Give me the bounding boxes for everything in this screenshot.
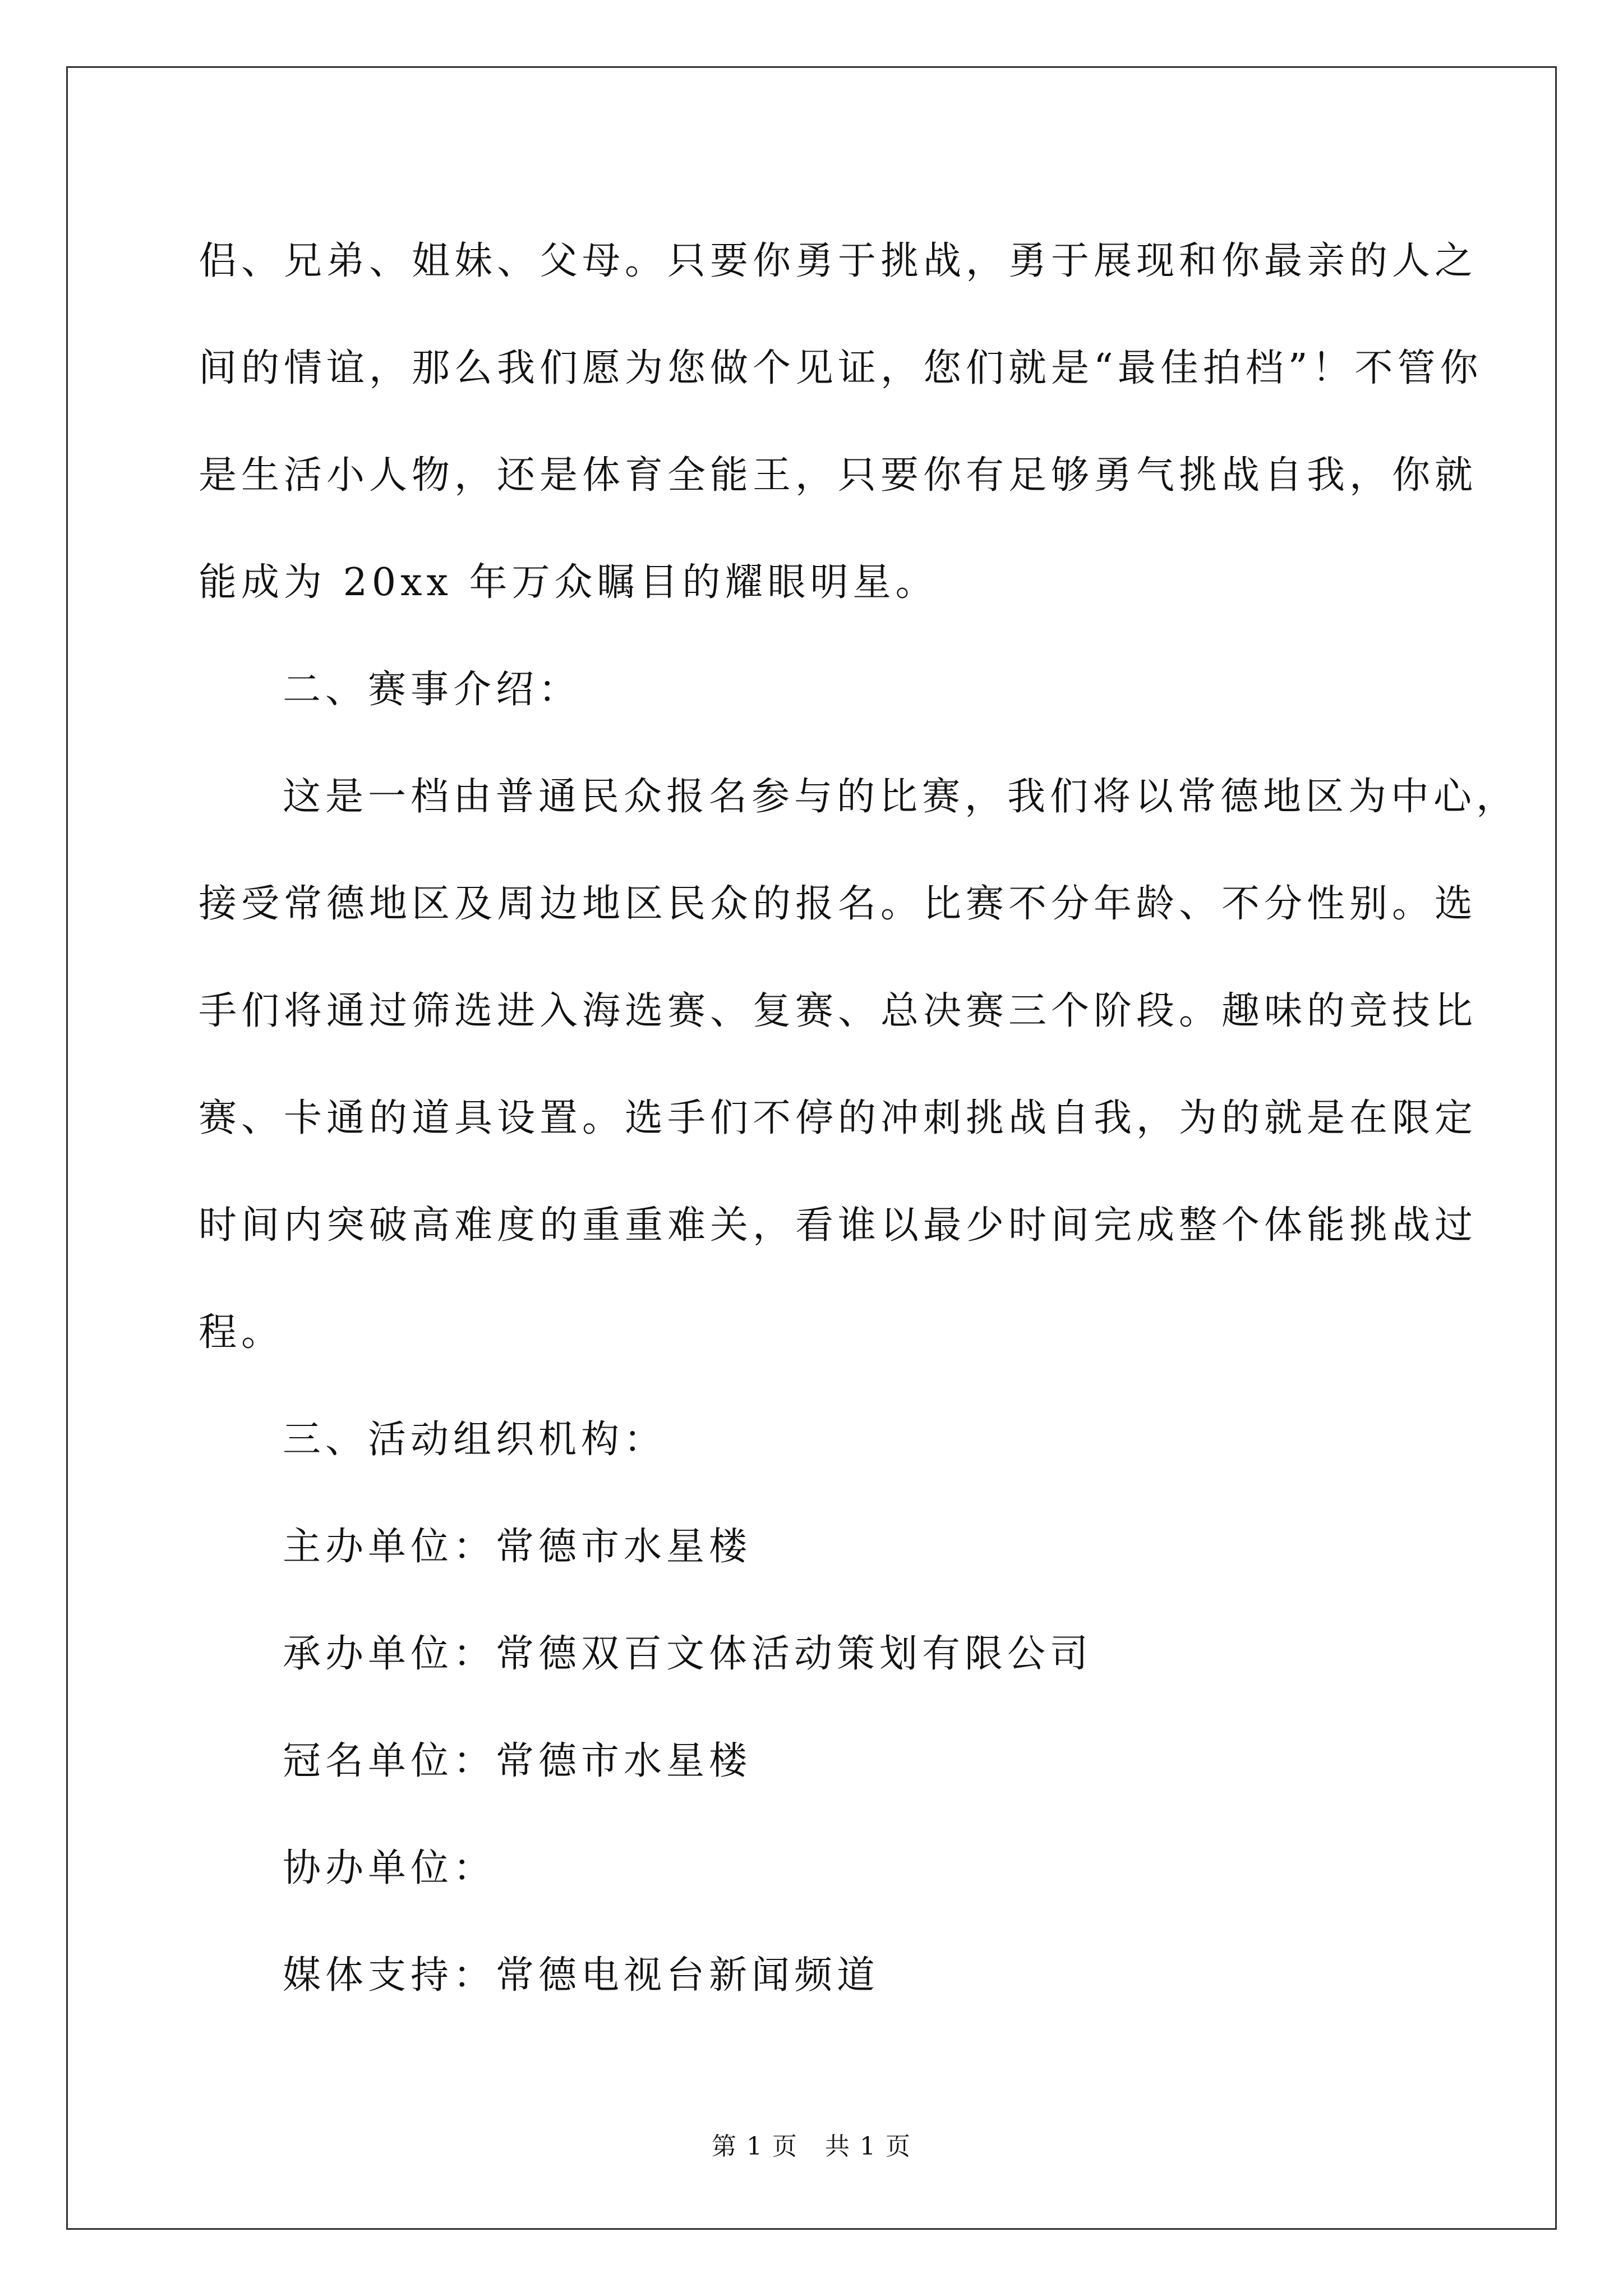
section-heading-organization <box>199 1386 1432 1493</box>
text-line: 手们将通过筛选进入海选赛、复赛、总决赛三个阶段。趣味的竞技比 <box>199 989 1478 1033</box>
page-footer <box>0 2126 1623 2162</box>
text-line: 媒体支持：常德电视台新闻频道 <box>283 1953 880 1998</box>
paragraph-intro-continued <box>199 208 1483 636</box>
text-line: 接受常德地区及周边地区民众的报名。比赛不分年龄、不分性别。选 <box>199 882 1478 926</box>
media-support-line <box>199 1922 1432 2029</box>
heading-text: 二、赛事介绍： <box>283 668 582 712</box>
text-line: 侣、兄弟、姐妹、父母。只要你勇于挑战，勇于展现和你最亲的人之 <box>199 239 1478 283</box>
page-number-total: 共 1 页 <box>825 2132 911 2161</box>
text-line: 能成为 20xx 年万众瞩目的耀眼明星。 <box>199 560 938 605</box>
title-sponsor-line <box>199 1708 1432 1815</box>
co-organizer-line <box>199 1815 1432 1922</box>
page-number-current: 第 1 页 <box>712 2132 798 2161</box>
text-line: 间的情谊，那么我们愿为您做个见证，您们就是“最佳拍档”！不管你 <box>199 346 1483 390</box>
undertaker-line <box>199 1600 1432 1708</box>
document-body <box>199 208 1519 2029</box>
text-line: 是生活小人物，还是体育全能王，只要你有足够勇气挑战自我，你就 <box>199 453 1478 498</box>
text-line: 冠名单位：常德市水星楼 <box>283 1739 752 1783</box>
section-heading-event-intro <box>199 636 1432 743</box>
text-line: 承办单位：常德双百文体活动策划有限公司 <box>283 1632 1093 1676</box>
text-line: 主办单位：常德市水星楼 <box>283 1525 752 1569</box>
text-line: 程。 <box>199 1310 284 1355</box>
text-line: 时间内突破高难度的重重难关，看谁以最少时间完成整个体能挑战过 <box>199 1203 1478 1248</box>
paragraph-event-intro <box>199 743 1519 1386</box>
text-line: 赛、卡通的道具设置。选手们不停的冲刺挑战自我，为的就是在限定 <box>199 1096 1478 1140</box>
text-line: 这是一档由普通民众报名参与的比赛，我们将以常德地区为中心， <box>283 775 1519 819</box>
organizer-line <box>199 1493 1432 1600</box>
text-line: 协办单位： <box>283 1846 496 1890</box>
heading-text: 三、活动组织机构： <box>283 1418 667 1462</box>
